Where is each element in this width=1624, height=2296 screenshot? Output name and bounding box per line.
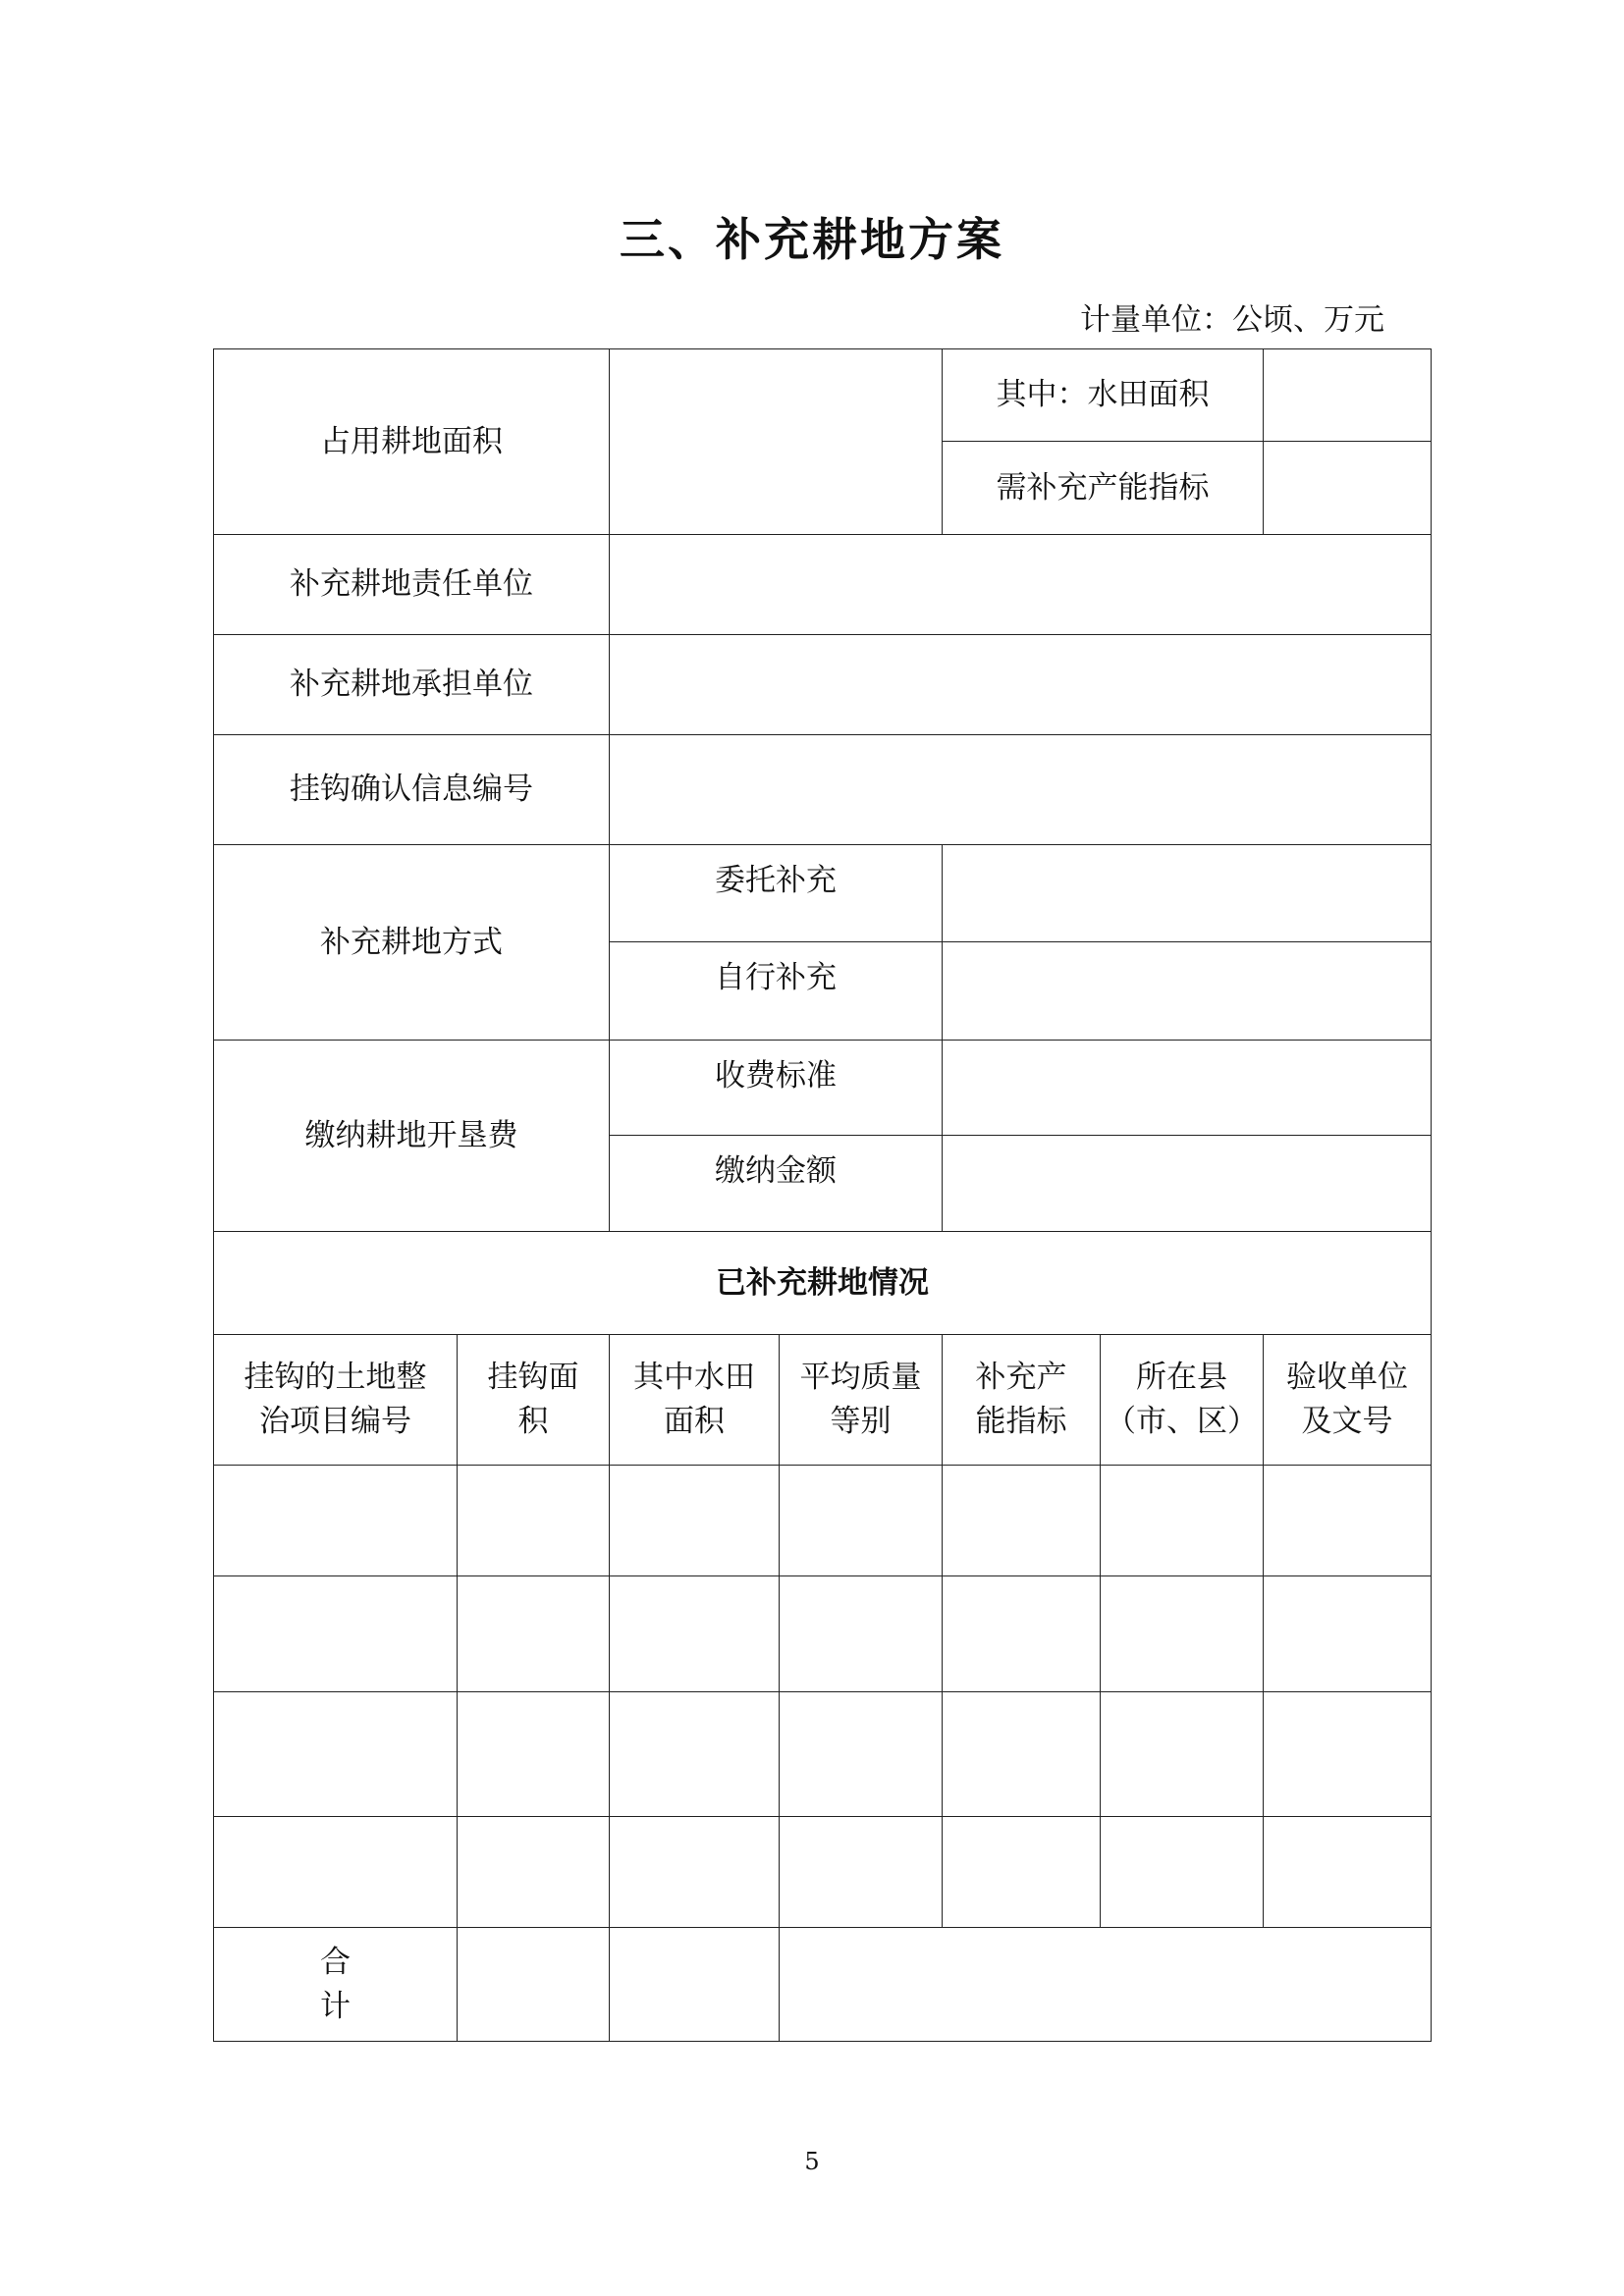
- table-cell[interactable]: [1264, 1576, 1432, 1692]
- entrusted-supplement-label: 委托补充: [610, 845, 943, 942]
- entrusted-supplement-value[interactable]: [943, 845, 1432, 942]
- table-cell[interactable]: [610, 1817, 780, 1928]
- undertaking-unit-value[interactable]: [610, 635, 1432, 735]
- table-cell[interactable]: [943, 1576, 1101, 1692]
- table-cell[interactable]: [610, 1466, 780, 1576]
- table-cell[interactable]: [943, 1817, 1101, 1928]
- table-cell[interactable]: [1101, 1692, 1264, 1817]
- self-supplement-label: 自行补充: [610, 942, 943, 1041]
- table-cell[interactable]: [943, 1692, 1101, 1817]
- table-cell[interactable]: [1264, 1817, 1432, 1928]
- table-cell[interactable]: [1264, 1466, 1432, 1576]
- table-cell[interactable]: [1101, 1576, 1264, 1692]
- total-row: [214, 1928, 1432, 2042]
- column-header-acceptance-unit: 验收单位 及文号: [1264, 1335, 1432, 1466]
- table-cell[interactable]: [458, 1817, 610, 1928]
- table-cell[interactable]: [1264, 1692, 1432, 1817]
- total-remarks[interactable]: [780, 1928, 1432, 2042]
- fee-amount-label: 缴纳金额: [610, 1136, 943, 1232]
- total-linked-area[interactable]: [458, 1928, 610, 2042]
- table-row: [214, 1576, 1432, 1692]
- table-row: [214, 1466, 1432, 1576]
- table-cell[interactable]: [214, 1692, 458, 1817]
- paddy-area-value[interactable]: [1264, 349, 1432, 442]
- fee-amount-value[interactable]: [943, 1136, 1432, 1232]
- total-label: 合 计: [214, 1928, 458, 2042]
- self-supplement-value[interactable]: [943, 942, 1432, 1041]
- table-row: [214, 1692, 1432, 1817]
- responsible-unit-label: 补充耕地责任单位: [214, 535, 610, 635]
- table-cell[interactable]: [780, 1576, 943, 1692]
- table-cell[interactable]: [214, 1576, 458, 1692]
- occupied-area-label: 占用耕地面积: [214, 349, 610, 535]
- capacity-index-label: 需补充产能指标: [943, 442, 1264, 535]
- table-row: [214, 1817, 1432, 1928]
- undertaking-unit-label: 补充耕地承担单位: [214, 635, 610, 735]
- column-header-county: 所在县 （市、区）: [1101, 1335, 1264, 1466]
- responsible-unit-value[interactable]: [610, 535, 1432, 635]
- table-cell[interactable]: [610, 1576, 780, 1692]
- paddy-area-label: 其中：水田面积: [943, 349, 1264, 442]
- column-header-capacity-index: 补充产 能指标: [943, 1335, 1101, 1466]
- supplemented-section-title: 已补充耕地情况: [214, 1232, 1432, 1335]
- table-cell[interactable]: [458, 1466, 610, 1576]
- page-title: 三、补充耕地方案: [620, 213, 1004, 266]
- table-cell[interactable]: [458, 1692, 610, 1817]
- table-cell[interactable]: [780, 1692, 943, 1817]
- fee-standard-value[interactable]: [943, 1041, 1432, 1136]
- link-info-number-value[interactable]: [610, 735, 1432, 845]
- capacity-index-value[interactable]: [1264, 442, 1432, 535]
- column-header-project-number: 挂钩的土地整 治项目编号: [214, 1335, 458, 1466]
- table-cell[interactable]: [943, 1466, 1101, 1576]
- supplementary-farmland-form: [213, 348, 1432, 2042]
- table-cell[interactable]: [780, 1817, 943, 1928]
- measurement-unit: 计量单位：公顷、万元: [1080, 302, 1384, 338]
- table-cell[interactable]: [780, 1466, 943, 1576]
- table-cell[interactable]: [1101, 1817, 1264, 1928]
- reclamation-fee-label: 缴纳耕地开垦费: [214, 1041, 610, 1232]
- table-cell[interactable]: [610, 1692, 780, 1817]
- table-cell[interactable]: [214, 1466, 458, 1576]
- column-header-paddy-area: 其中水田 面积: [610, 1335, 780, 1466]
- supplement-method-label: 补充耕地方式: [214, 845, 610, 1041]
- fee-standard-label: 收费标准: [610, 1041, 943, 1136]
- page-number: 5: [804, 2148, 820, 2175]
- link-info-number-label: 挂钩确认信息编号: [214, 735, 610, 845]
- column-header-linked-area: 挂钩面 积: [458, 1335, 610, 1466]
- total-paddy-area[interactable]: [610, 1928, 780, 2042]
- table-cell[interactable]: [458, 1576, 610, 1692]
- table-cell[interactable]: [214, 1817, 458, 1928]
- column-header-quality-grade: 平均质量 等别: [780, 1335, 943, 1466]
- table-cell[interactable]: [1101, 1466, 1264, 1576]
- occupied-area-value[interactable]: [610, 349, 943, 535]
